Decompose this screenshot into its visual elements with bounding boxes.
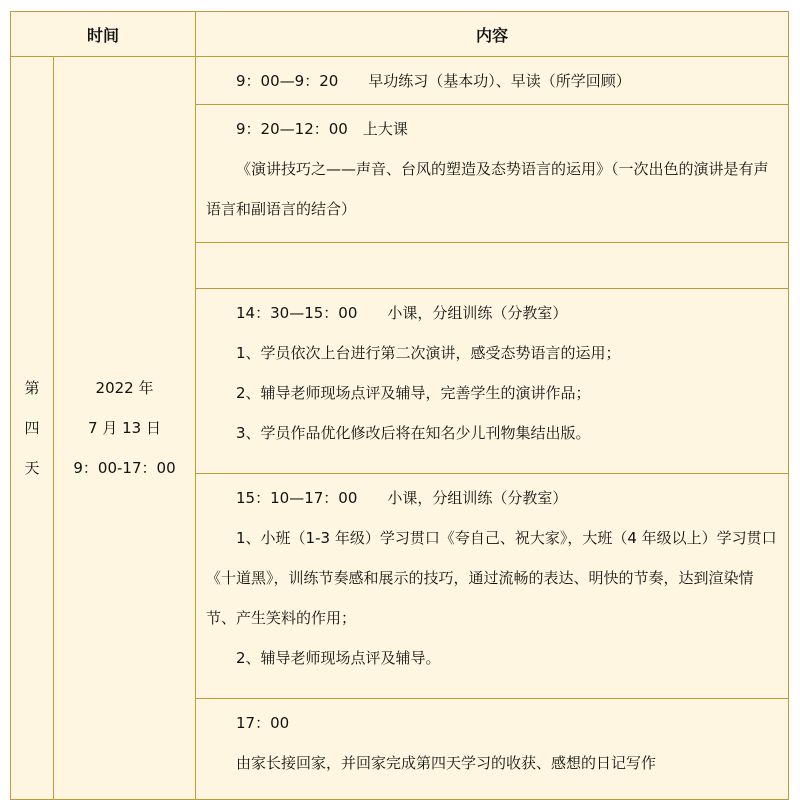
- time-cell: [54, 57, 196, 800]
- content-line: 9：00—9：20 早功练习（基本功）、早读（所学回顾）: [236, 72, 631, 90]
- time-range: 9：00-17：00: [73, 459, 176, 477]
- day-cell: [11, 57, 54, 800]
- content-paragraph: 1、小班（1-3 年级）学习贯口《夸自己、祝大家》，大班（4 年级以上）学习贯口《十道黑》，训练节奏感和展示的技巧，通过流畅的表达、明快的节奏，达到渲染情节、产生笑料的作用；: [206, 529, 777, 627]
- content-cell: [196, 699, 789, 800]
- header-row: [11, 12, 789, 57]
- schedule-table: [10, 11, 789, 800]
- day-char: 天: [24, 459, 40, 477]
- day-char: 四: [24, 419, 40, 437]
- content-line: 2、辅导老师现场点评及辅导，完善学生的演讲作品；: [236, 384, 591, 402]
- content-cell: [196, 289, 789, 474]
- content-line: 15：10—17：00 小课，分组训练（分教室）: [236, 489, 568, 507]
- content-line: 由家长接回家，并回家完成第四天学习的收获、感想的日记写作: [236, 754, 657, 772]
- content-line: 3、学员作品优化修改后将在知名少儿刊物集结出版。: [236, 424, 591, 442]
- content-line: 14：30—15：00 小课，分组训练（分教室）: [236, 304, 568, 322]
- time-header: 时间: [11, 12, 196, 57]
- content-cell: [196, 105, 789, 243]
- day-char: 第: [24, 379, 40, 397]
- time-date: 7 月 13 日: [88, 419, 161, 437]
- content-line: 1、学员依次上台进行第二次演讲，感受态势语言的运用；: [236, 344, 621, 362]
- content-line: 9：20—12：00 上大课: [236, 120, 408, 138]
- content-paragraph: 《演讲技巧之——声音、台风的塑造及态势语言的运用》（一次出色的演讲是有声语言和副语言的结合）: [206, 160, 769, 218]
- empty-content-cell: [196, 243, 789, 289]
- time-year: 2022 年: [95, 379, 154, 397]
- content-header: 内容: [196, 12, 789, 57]
- table-row: [11, 57, 789, 105]
- content-cell: [196, 57, 789, 105]
- content-line: 17：00: [236, 714, 290, 732]
- content-line: 2、辅导老师现场点评及辅导。: [236, 649, 441, 667]
- content-cell: [196, 474, 789, 699]
